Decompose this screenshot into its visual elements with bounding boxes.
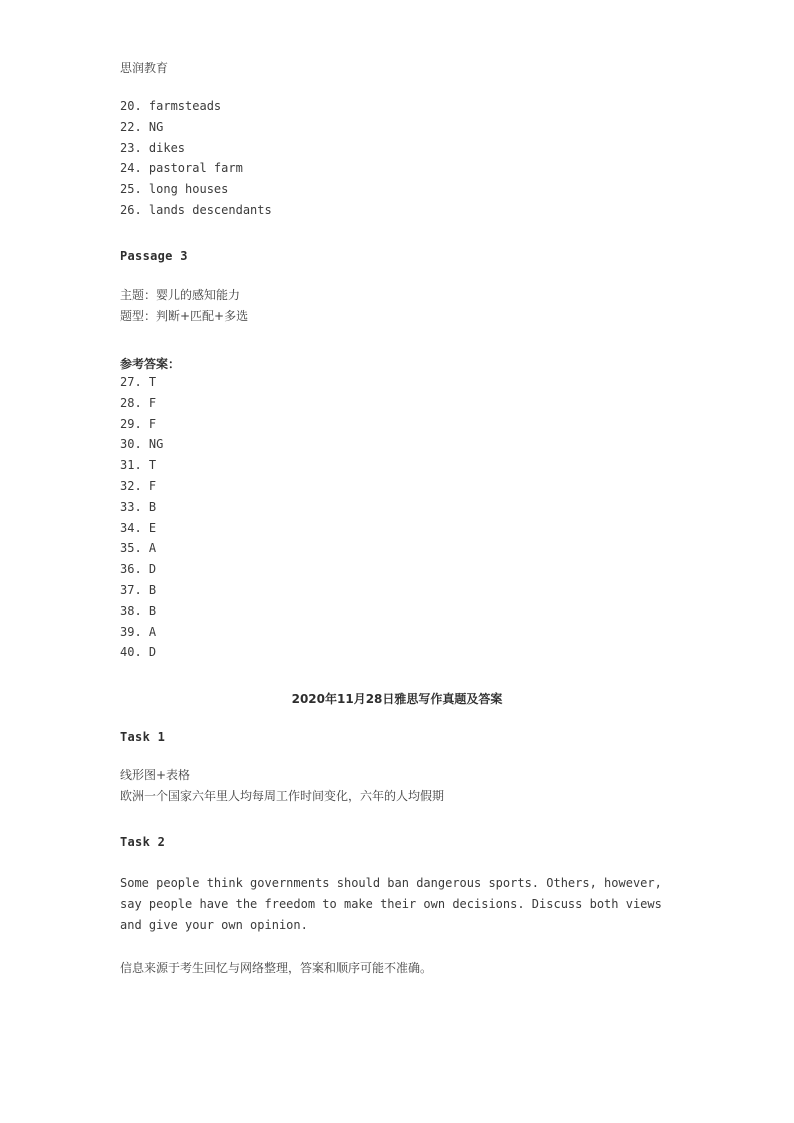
answer-item: 34. E <box>120 520 157 535</box>
answer-item: 27. T <box>120 375 157 389</box>
header-org: 思润教育 <box>120 61 169 75</box>
answer-item: 31. T <box>120 458 157 473</box>
source-note: 信息来源于考生回忆与网络整理，答案和顺序可能不准确。 <box>120 961 433 975</box>
task1-info <box>120 765 444 807</box>
passage3-heading: Passage 3 <box>120 249 188 263</box>
answer-item: 32. F <box>120 478 157 493</box>
writing-title: 2020年11月28日雅思写作真题及答案 <box>291 692 503 706</box>
answer-item: 37. B <box>120 582 157 597</box>
answer-item: 35. A <box>120 541 157 556</box>
answer-item: 33. B <box>120 499 157 514</box>
task1-type: 线形图+表格 <box>120 768 191 782</box>
answer-item: 38. B <box>120 603 157 618</box>
passage3-topic: 主题：婴儿的感知能力 <box>120 288 241 302</box>
task1-heading: Task 1 <box>120 730 166 744</box>
answer-item: 28. F <box>120 395 157 410</box>
answer-item: 25. long houses <box>120 182 229 197</box>
answer-item: 22. NG <box>120 119 164 134</box>
answers-label: 参考答案： <box>120 357 181 371</box>
answer-item: 30. NG <box>120 437 164 452</box>
answer-item: 23. dikes <box>120 140 186 155</box>
task1-description: 欧洲一个国家六年里人均每周工作时间变化，六年的人均假期 <box>120 788 445 803</box>
passage3-question-types: 题型：判断+匹配+多选 <box>120 308 249 323</box>
passage3-info <box>120 285 248 327</box>
answer-item: 20. farmsteads <box>120 99 222 113</box>
passage2-answer-list <box>120 96 272 221</box>
passage3-answer-list <box>120 372 163 663</box>
answer-item: 26. lands descendants <box>120 202 272 217</box>
answer-item: 29. F <box>120 416 157 431</box>
task2-prompt: Some people think governments should ban dangerous sports. Others, however, say people have the freedom to make their own decisions. Discuss both views and give your own opinion. <box>120 876 662 932</box>
answer-item: 24. pastoral farm <box>120 161 243 176</box>
answer-item: 40. D <box>120 645 157 660</box>
task2-heading: Task 2 <box>120 835 166 849</box>
answer-item: 39. A <box>120 624 157 639</box>
answer-item: 36. D <box>120 562 157 577</box>
